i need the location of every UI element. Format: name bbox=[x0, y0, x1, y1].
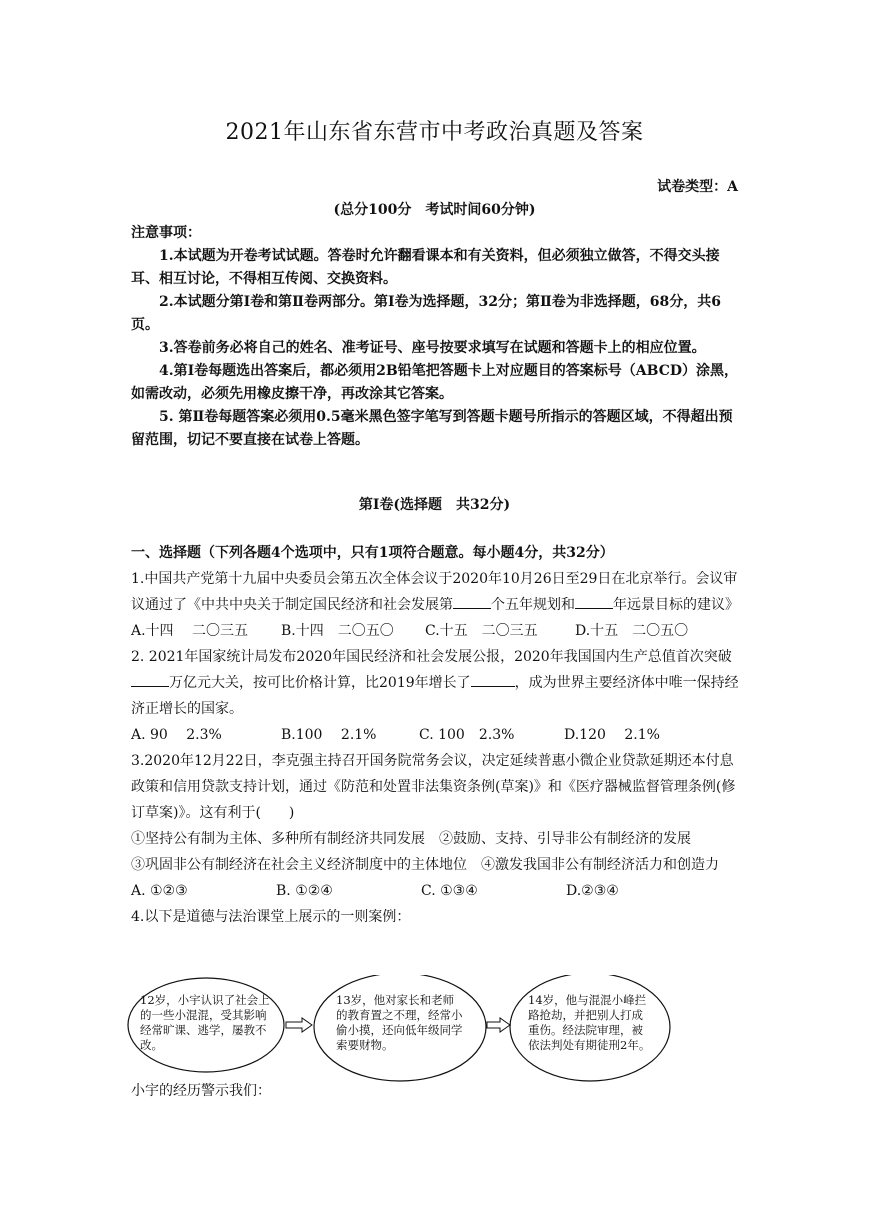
case-text-1: 12岁，小宇认识了社会上的一些小混混，受其影响经常旷课、逃学，屡教不改。 bbox=[140, 993, 270, 1052]
q2-options bbox=[131, 722, 741, 748]
page-title: 2021年山东省东营市中考政治真题及答案 bbox=[225, 120, 644, 145]
option: A. ①②③ bbox=[131, 883, 188, 899]
case-text-2: 13岁，他对家长和老师的教育置之不理，经常小偷小摸，还向低年级同学索要财物。 bbox=[336, 993, 463, 1052]
option: B.十四 二〇五〇 bbox=[281, 623, 394, 639]
option: A.十四 二〇三五 bbox=[131, 623, 249, 639]
option: B. ①②④ bbox=[276, 883, 333, 899]
arrow-icon bbox=[286, 1018, 312, 1032]
q1-stem-b: 个五年规划和 bbox=[491, 597, 575, 613]
note-item: 5. 第Ⅱ卷每题答案必须用0.5毫米黑色签字笔写到答题卡题号所指示的答题区域，不得超出预留范围，切记不要直接在试卷上答题。 bbox=[131, 409, 733, 448]
answer-blank bbox=[131, 672, 169, 687]
option: D.120 2.1% bbox=[564, 727, 660, 743]
q1-stem-a: 1.中国共产党第十九届中央委员会第五次全体会议于2020年10月26日至29日在北京举行。会议审议通过了《中共中央关于制定国民经济和社会发展第 bbox=[131, 571, 738, 613]
answer-blank bbox=[471, 672, 515, 687]
notes-block bbox=[131, 222, 741, 452]
paper-type: 试卷类型：A bbox=[657, 179, 738, 195]
option: C. ①③④ bbox=[421, 883, 478, 899]
option: D.十五 二〇五〇 bbox=[575, 623, 689, 639]
notes-heading: 注意事项： bbox=[131, 225, 201, 241]
option: C.十五 二〇三五 bbox=[425, 623, 538, 639]
option: B.100 2.1% bbox=[281, 727, 377, 743]
note-item: 1.本试题为开卷考试试题。答卷时允许翻看课本和有关资料，但必须独立做答，不得交头接耳、相互讨论，不得相互传阅、交换资料。 bbox=[131, 248, 720, 287]
case-flow-diagram bbox=[126, 975, 746, 1085]
answer-blank bbox=[453, 594, 491, 609]
q2-stem-a: 2. 2021年国家统计局发布2020年国民经济和社会发展公报，2020年我国国内生产总值首次突破 bbox=[131, 649, 732, 665]
q1-options bbox=[131, 618, 741, 644]
q3-options bbox=[131, 878, 741, 904]
option: C. 100 2.3% bbox=[419, 727, 515, 743]
question-3: 3.2020年12月22日，李克强主持召开国务院常务会议，决定延续普惠小微企业贷款延期还本付息政策和信用贷款支持计划，通过《防范和处置非法集资条例(草案)》和《医疗器械监督管理条例(修订草案)》。这有利于( ) bbox=[131, 753, 736, 821]
q4-tail: 小宇的经历警示我们： bbox=[131, 1083, 271, 1099]
q2-stem-c: ，成为世界主要经济体中唯一保持经济正增长的国家。 bbox=[131, 675, 739, 717]
q3-statements-1: ①坚持公有制为主体、多种所有制经济共同发展 ②鼓励、支持、引导非公有制经济的发展 bbox=[131, 831, 691, 847]
q2-stem-b: 万亿元大关，按可比价格计算，比2019年增长了 bbox=[169, 675, 471, 691]
section-title: 第Ⅰ卷(选择题 共32分) bbox=[358, 497, 511, 513]
arrow-icon bbox=[487, 1018, 510, 1032]
questions bbox=[131, 540, 741, 930]
question-1 bbox=[131, 566, 741, 618]
note-item: 4.第Ⅰ卷每题选出答案后，都必须用2B铅笔把答题卡上对应题目的答案标号（ABCD）涂黑，如需改动，必须先用橡皮擦干净，再改涂其它答案。 bbox=[131, 363, 738, 402]
score-time: (总分100分 考试时间60分钟) bbox=[333, 202, 536, 218]
case-text-3: 14岁，他与混混小峰拦路抢劫，并把别人打成重伤。经法院审理，被依法判处有期徒刑2年。 bbox=[528, 993, 651, 1052]
q3-statements-2: ③巩固非公有制经济在社会主义经济制度中的主体地位 ④激发我国非公有制经济活力和创造力 bbox=[131, 857, 719, 873]
note-item: 3.答卷前务必将自己的姓名、准考证号、座号按要求填写在试题和答题卡上的相应位置。 bbox=[159, 340, 706, 356]
option: A. 90 2.3% bbox=[131, 727, 222, 743]
part-heading: 一、选择题（下列各题4个选项中，只有1项符合题意。每小题4分，共32分） bbox=[131, 545, 614, 561]
option: D.②③④ bbox=[566, 883, 619, 899]
q1-stem-c: 年远景目标的建议》 bbox=[613, 597, 739, 613]
note-item: 2.本试题分第Ⅰ卷和第Ⅱ卷两部分。第Ⅰ卷为选择题，32分；第Ⅱ卷为非选择题，68分，共6页。 bbox=[131, 294, 722, 333]
answer-blank bbox=[575, 594, 613, 609]
question-2 bbox=[131, 644, 741, 722]
question-4: 4.以下是道德与法治课堂上展示的一则案例： bbox=[131, 909, 411, 925]
